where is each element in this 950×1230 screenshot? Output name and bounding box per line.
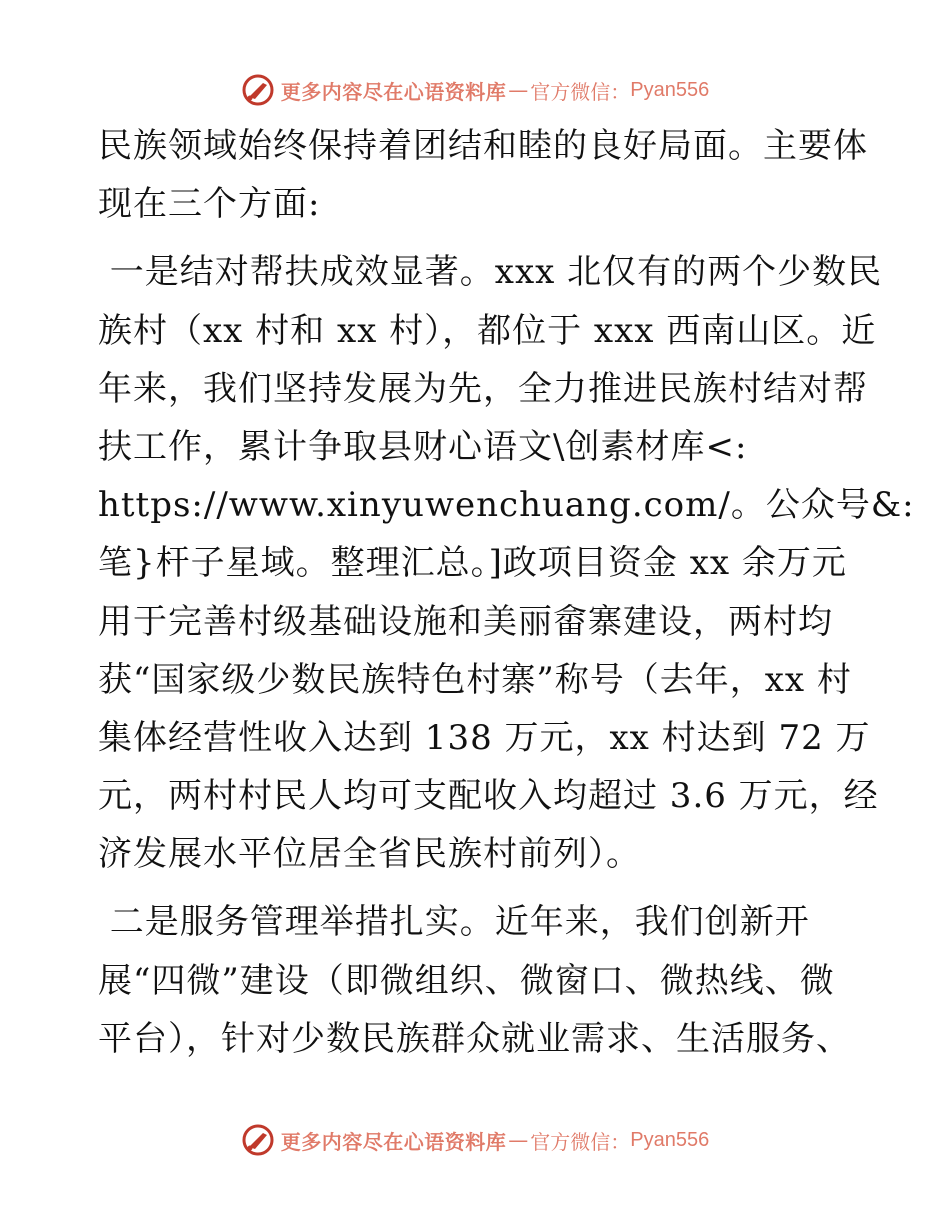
text-line: 集体经营性收入达到 138 万元，xx 村达到 72 万 — [98, 717, 871, 758]
text-line: 年来，我们坚持发展为先，全力推进民族村结对帮 — [98, 368, 868, 409]
text-line: 二是服务管理举措扎实。近年来，我们创新开 — [98, 902, 810, 943]
text-line: 济发展水平位居全省民族村前列）。 — [98, 834, 641, 875]
text-line: https://www.xinyuwenchuang.com/。公众号&: — [98, 485, 915, 526]
text-line: 元，两村村民人均可支配收入均超过 3.6 万元，经 — [98, 776, 879, 817]
footer-watermark — [0, 1120, 950, 1160]
quill-logo-icon — [241, 73, 275, 107]
paragraph-intro — [98, 117, 868, 233]
watermark-separator: — — [508, 78, 529, 102]
watermark-wechat-id: Pyan556 — [630, 78, 710, 101]
watermark-site-name: 更多内容尽在心语资料库 — [280, 79, 507, 104]
header-watermark — [0, 70, 950, 110]
text-line: 民族领域始终保持着团结和睦的良好局面。主要体 — [98, 126, 868, 166]
watermark-label: 官方微信： — [530, 1129, 631, 1154]
text-line: 用于完善村级基础设施和美丽畲寨建设，两村均 — [98, 601, 833, 642]
quill-logo-icon — [241, 1123, 275, 1157]
watermark-separator: — — [508, 1128, 529, 1152]
text-line: 扶工作，累计争取县财心语文\创素材库<: — [98, 426, 748, 467]
text-line: 一是结对帮扶成效显著。xxx 北仅有的两个少数民 — [98, 252, 883, 293]
watermark-wechat-id: Pyan556 — [630, 1128, 710, 1151]
watermark-label: 官方微信： — [530, 79, 631, 104]
paragraph-pairing-assistance — [98, 243, 915, 883]
document-body — [98, 117, 915, 1068]
text-line: 获“国家级少数民族特色村寨”称号（去年，xx 村 — [98, 659, 852, 700]
text-line: 现在三个方面: — [98, 184, 321, 225]
text-line: 族村（xx 村和 xx 村），都位于 xxx 西南山区。近 — [98, 310, 877, 351]
text-line: 平台），针对少数民族群众就业需求、生活服务、 — [98, 1018, 851, 1059]
text-line: 展“四微”建设（即微组织、微窗口、微热线、微 — [98, 960, 835, 1001]
paragraph-service-management — [98, 893, 858, 1068]
text-line: 笔}杆子星域。整理汇总。]政项目资金 xx 余万元 — [98, 543, 847, 584]
watermark-site-name: 更多内容尽在心语资料库 — [280, 1129, 507, 1154]
